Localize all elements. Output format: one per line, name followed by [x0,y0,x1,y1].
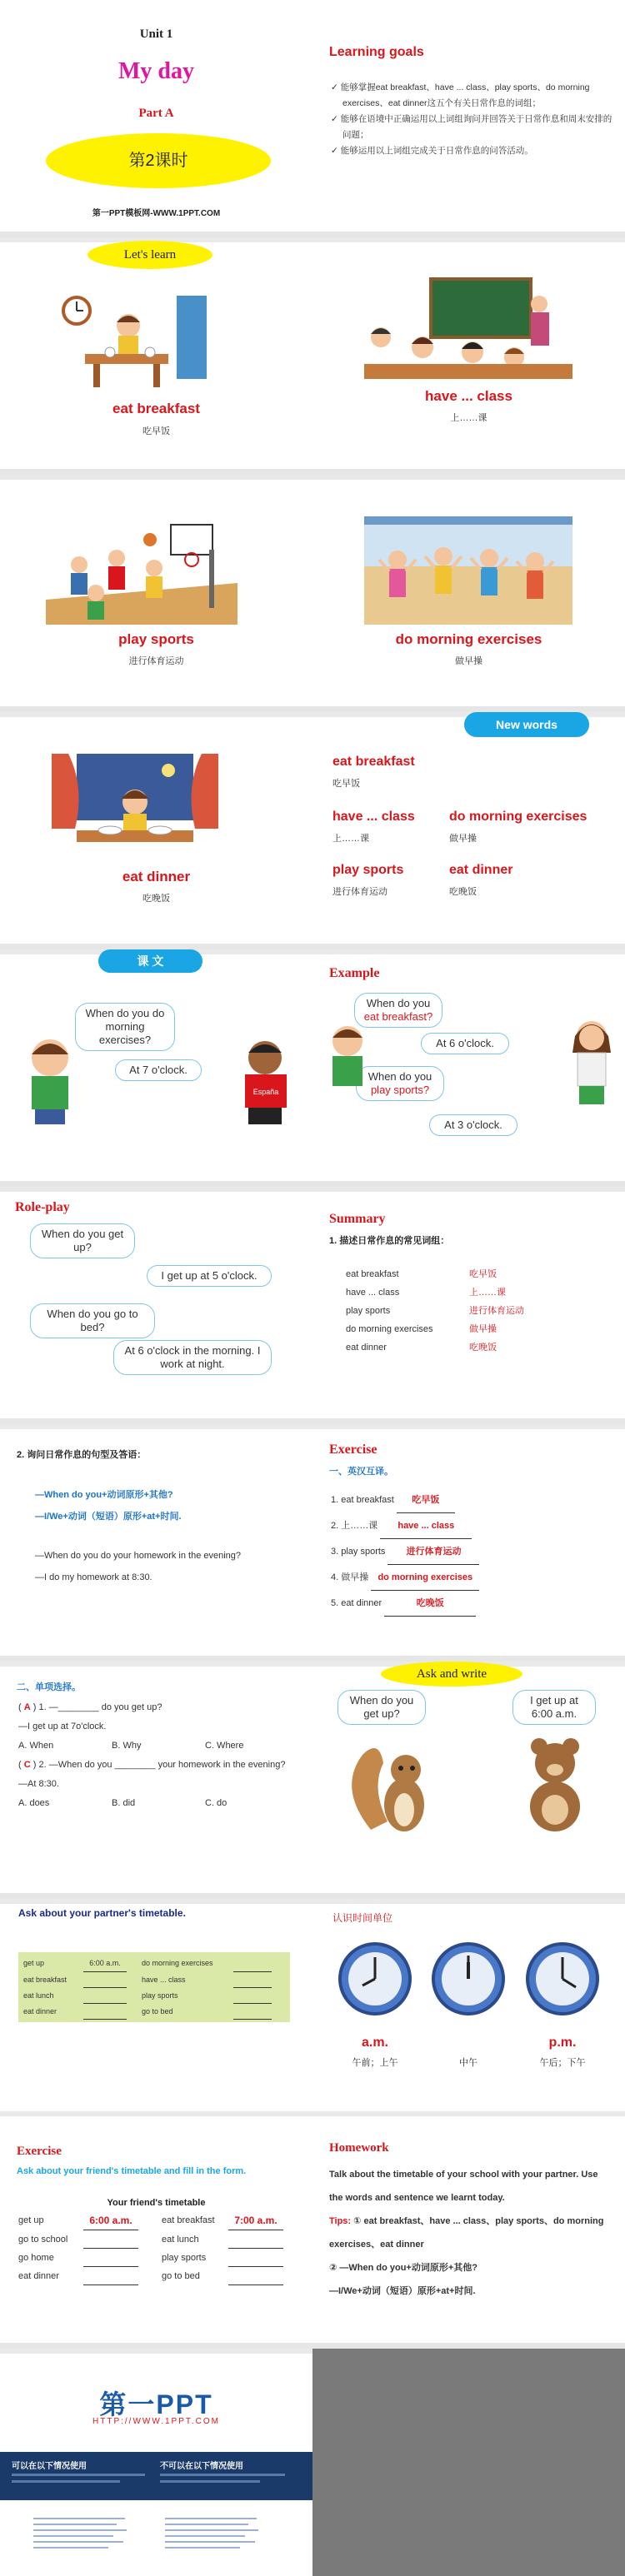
goal-item: ✓ 能够掌握eat breakfast、have ... class、play sports、do morning exercises、eat dinner这五个有关日常作息的词组； [331,82,590,108]
top-bar [312,949,625,954]
choice-questions [18,1698,302,1813]
table-cell [233,1956,272,1972]
time-units-tag: 认识时间单位 [332,1912,393,1924]
boy-right-illustration [232,1033,307,1124]
top-bar [312,1187,625,1192]
translate-answer: 吃早饭 [397,1487,455,1513]
translate-list [331,1487,479,1617]
slide-ask-and-write [312,1662,625,1893]
tips-words: ① eat breakfast、have ... class、play sports、do morning exercises、eat dinner [329,2216,604,2250]
brand-info-band [0,2452,312,2500]
label-am: a.m. [361,2035,388,2050]
can-use-heading: 可以在以下情况使用 [12,2462,87,2471]
table-cell [228,2267,283,2285]
slide-role-play [0,1187,312,1418]
table-cell [83,2230,138,2249]
example-question: —When do you do your homework in the evening? [35,1551,242,1561]
translate-prompt: 2. 上……课 [331,1521,381,1531]
exercise-illustration [364,516,572,625]
label-pm-cn: 午后；下午 [539,2058,586,2068]
table-cell [83,1988,127,2004]
homework-task: Talk about the timetable of your school with your partner. Use the words and sentence we learnt today. [329,2170,598,2203]
table-cell [83,2249,138,2267]
pattern-answer: —I/We+动词（短语）原形+at+时间. [35,1512,182,1522]
q1-phrase: eat breakfast? [363,1010,433,1023]
table-row [23,2004,285,2020]
slide-play-sports [0,475,312,706]
nw-eat-breakfast: eat breakfast [332,755,415,769]
speech-bubble-1: When do you get up? [30,1223,135,1258]
speech-bubble-3: When do you go to bed? [30,1303,155,1338]
goals-heading: Learning goals [329,45,424,59]
goal-text: 能够在语境中正确运用以上词组询问并回答关于日常作息和周末安排的问题； [340,114,612,140]
nw-cn: 做早操 [449,834,477,844]
option: A. does [18,1798,50,1808]
top-bar [0,1424,312,1429]
text-badge: 课 文 [98,949,202,973]
summary-word: eat dinner [346,1343,387,1353]
table-row [23,1956,285,1972]
slide-have-class [312,237,625,469]
translate-prompt: 4. 做早操 [331,1572,372,1582]
summary-words [346,1265,433,1357]
answer-letter: C [23,1760,31,1770]
summary-meaning: 做早操 [469,1324,497,1334]
homework-heading: Homework [329,2141,389,2155]
question-text: 1. —________ do you get up? [38,1702,162,1712]
table-cell: have ... class [142,1976,186,1984]
exercise-heading: Exercise [17,2145,62,2158]
empty-filler [312,2349,625,2576]
nw-cn: 进行体育运动 [332,887,388,897]
word-have-class: have ... class [425,388,512,404]
nw-cn: 吃早饭 [332,779,360,789]
table-cell [228,2249,283,2267]
lesson-number-badge: 第2课时 [46,133,271,188]
slide-time-units [312,1899,625,2130]
speech-bubble-question: When do you get up? [338,1690,426,1725]
table-cell: eat dinner [18,2271,59,2281]
translate-row [331,1513,479,1539]
cn-eat-dinner: 吃晚饭 [142,894,170,904]
summary-meanings [469,1265,524,1357]
table-cell [233,2004,272,2020]
slide-example [312,949,625,1181]
table-cell: go to bed [142,2007,173,2015]
partner-title: Ask about your partner's timetable. [18,1907,186,1919]
summary-heading: Summary [329,1212,386,1226]
table-cell: 7:00 a.m. [228,2211,283,2230]
slide-partner-timetable [0,1899,312,2130]
translate-answer: 吃晚饭 [384,1591,476,1617]
table-cell: do morning exercises [142,1959,213,1967]
slide-sentence-patterns [0,1424,312,1656]
translate-prompt: 3. play sports [331,1547,388,1557]
answer-letter: A [23,1702,31,1712]
breakfast-illustration [52,287,218,387]
tips-label: Tips: [329,2216,352,2226]
goal-text: 能够掌握eat breakfast、have ... class、play sports、do morning exercises、eat dinner这五个有关日常作息的词组； [340,82,590,108]
summary-word: eat breakfast [346,1269,399,1279]
option: B. Why [112,1741,142,1751]
top-bar [0,2349,312,2354]
ask-and-write-badge: Ask and write [381,1662,522,1687]
friend-title: Ask about your friend's timetable and fill in the form. [17,2166,247,2176]
translate-prompt: 1. eat breakfast [331,1495,397,1505]
boy-illustration [322,1023,372,1089]
translate-row [331,1591,479,1617]
clock-am-icon [340,1944,410,2014]
table-row [23,1972,285,1988]
patterns-sub: 2. 询问日常作息的句型及答语： [17,1450,147,1460]
link-list-right [165,2514,265,2553]
table-cell [228,2230,283,2249]
top-bar [0,2111,312,2116]
bear-illustration [509,1735,601,1835]
lets-learn-badge: Let's learn [88,241,212,269]
tips-pattern-q: ② —When do you+动词原形+其他? [329,2263,478,2273]
slide-exercise-translate [312,1424,625,1656]
top-bar [312,1899,625,1904]
cn-play-sports: 进行体育运动 [128,656,184,666]
unit-label: Unit 1 [139,27,173,41]
table-cell: eat breakfast [162,2215,215,2225]
friend-table-title: Your friend's timetable [107,2198,206,2208]
table-cell: play sports [142,1991,178,2000]
top-bar [312,2111,625,2116]
tips-pattern-a: —I/We+动词（短语）原形+at+时间. [329,2286,476,2296]
label-noon-cn: 中午 [459,2058,478,2068]
table-cell [233,1988,272,2004]
goal-item: ✓ 能够运用以上词组完成关于日常作息的问答活动。 [331,146,533,156]
exercise-heading: Exercise [329,1442,378,1457]
table-row [18,2267,302,2285]
squirrel-illustration [346,1738,438,1838]
table-cell: get up [23,1959,45,1967]
slide-eat-breakfast [0,237,312,469]
q1-text: When do you [366,997,431,1009]
nw-eat-dinner: eat dinner [449,863,513,877]
table-cell: eat lunch [162,2235,199,2245]
cannot-use-heading: 不可以在以下情况使用 [160,2462,243,2471]
clocks-illustration [312,1937,625,2020]
slide-multiple-choice [0,1662,312,1893]
slide-brand [0,2349,312,2576]
option: B. did [112,1798,136,1808]
slide-new-words [312,712,625,944]
brand-url: HTTP://WWW.1PPT.COM [92,2417,220,2426]
table-cell [233,1972,272,1988]
goal-item: ✓ 能够在语境中正确运用以上词组询问并回答关于日常作息和周末安排的问题； [331,114,612,140]
question-reply: —I get up at 7o'clock. [18,1721,107,1731]
slide-learning-goals [312,0,625,232]
label-am-cn: 午前；上午 [352,2058,398,2068]
question-reply: —At 8:30. [18,1779,59,1789]
slide-friend-timetable [0,2111,312,2343]
speech-bubble-a1: At 6 o'clock. [421,1033,509,1054]
translate-answer: 进行体育运动 [388,1539,479,1565]
table-cell: play sports [162,2253,207,2263]
summary-meaning: 进行体育运动 [469,1306,524,1316]
label-pm: p.m. [548,2035,577,2050]
translate-row [331,1487,479,1513]
speech-bubble-2: I get up at 5 o'clock. [147,1265,272,1287]
nw-play-sports: play sports [332,863,404,877]
girl-illustration [562,1016,621,1108]
translate-answer: have ... class [380,1513,472,1539]
table-row [18,2230,302,2249]
word-eat-dinner: eat dinner [122,869,191,884]
top-bar [0,475,312,480]
table-cell [83,2267,138,2285]
table-cell [83,2004,127,2020]
speech-bubble-question: When do you do morning exercises? [75,1003,175,1051]
summary-word: do morning exercises [346,1324,433,1334]
summary-word: play sports [346,1306,391,1316]
footer-text: 第一PPT模板网-WWW.1PPT.COM [92,209,221,218]
q2-phrase: play sports? [370,1084,430,1096]
cn-eat-breakfast: 吃早饭 [142,426,170,436]
word-do-morning-exercises: do morning exercises [395,631,542,647]
table-row [18,2249,302,2267]
nw-cn: 上……课 [332,834,369,844]
translate-prompt: 5. eat dinner [331,1598,385,1608]
choice-question-1: ( A ) 1. —________ do you get up? [18,1702,162,1712]
info-line [12,2474,145,2476]
summary-meaning: 上……课 [469,1288,506,1298]
shirt-text: España [252,1088,279,1096]
boy-left-illustration [17,1033,92,1124]
top-bar [0,1187,312,1192]
slide-eat-dinner [0,712,312,944]
top-bar [0,1899,312,1904]
lesson-title: My day [118,58,194,84]
slide-summary [312,1187,625,1418]
info-line [160,2474,285,2476]
nw-do-morning-exercises: do morning exercises [449,810,588,824]
goals-list [331,80,614,159]
speech-bubble-4: At 6 o'clock in the morning. I work at night. [113,1340,272,1375]
options-row [18,1794,302,1813]
nw-have-class: have ... class [332,810,415,824]
option: C. do [205,1798,228,1808]
slide-morning-exercises [312,475,625,706]
top-bar [312,1424,625,1429]
table-cell: go to bed [162,2271,200,2281]
info-line [160,2480,260,2483]
top-bar [312,237,625,242]
translate-row [331,1539,479,1565]
speech-bubble-answer: At 7 o'clock. [115,1059,202,1081]
translate-sub: 一、英汉互译。 [329,1467,393,1477]
table-cell [83,1972,127,1988]
speech-bubble-answer: I get up at 6:00 a.m. [512,1690,596,1725]
goal-text: 能够运用以上词组完成关于日常作息的问答活动。 [340,146,533,156]
table-cell: eat dinner [23,2007,58,2015]
table-cell: go to school [18,2235,68,2245]
pattern-question: —When do you+动词原形+其他? [35,1490,173,1500]
homework-body [329,2163,612,2303]
summary-sub: 1. 描述日常作息的常见词组： [329,1236,450,1246]
partner-table [18,1952,290,2022]
table-row [23,1988,285,2004]
top-bar [312,475,625,480]
example-heading: Example [329,966,380,980]
info-line [12,2480,120,2483]
table-cell: eat lunch [23,1991,54,2000]
table-cell: get up [18,2215,44,2225]
summary-word: have ... class [346,1288,400,1298]
slide-title [0,0,312,232]
word-eat-breakfast: eat breakfast [112,401,200,416]
translate-row [331,1565,479,1591]
summary-meaning: 吃晚饭 [469,1343,497,1353]
slide-homework [312,2111,625,2343]
friend-table [18,2211,302,2285]
choice-sub: 二、单项选择。 [17,1682,81,1692]
table-row [18,2211,302,2230]
table-cell: go home [18,2253,54,2263]
classroom-illustration [364,271,572,379]
top-bar [0,712,312,717]
nw-cn: 吃晚饭 [449,887,477,897]
top-bar [0,1662,312,1667]
table-cell: eat breakfast [23,1976,68,1984]
slide-text-dialogue [0,949,312,1181]
options-row [18,1736,302,1756]
question-text: 2. —When do you ________ your homework in the evening? [38,1760,286,1770]
word-play-sports: play sports [118,631,194,647]
clock-pm-icon [528,1944,598,2014]
basketball-illustration [46,516,238,625]
speech-bubble-a2: At 3 o'clock. [429,1114,518,1136]
choice-question-2: ( C ) 2. —When do you ________ your homework in the evening? [18,1760,286,1770]
part-label: Part A [138,107,174,120]
cn-do-morning-exercises: 做早操 [455,656,482,666]
brand-logo: 第一PPT [99,2389,213,2419]
table-cell: 6:00 a.m. [83,2211,138,2230]
option: A. When [18,1741,54,1751]
link-list-left [33,2514,133,2553]
translate-answer: do morning exercises [371,1565,479,1591]
new-words-badge: New words [464,712,589,737]
homework-tips [329,2210,612,2256]
q2-text: When do you [368,1070,432,1083]
option: C. Where [205,1741,244,1751]
summary-meaning: 吃早饭 [469,1269,497,1279]
dinner-illustration [52,754,218,862]
table-cell: 6:00 a.m. [83,1956,127,1972]
role-play-heading: Role-play [15,1200,70,1214]
clock-noon-icon [433,1944,503,2014]
example-answer: —I do my homework at 8:30. [35,1572,152,1582]
cn-have-class: 上……课 [450,413,488,423]
